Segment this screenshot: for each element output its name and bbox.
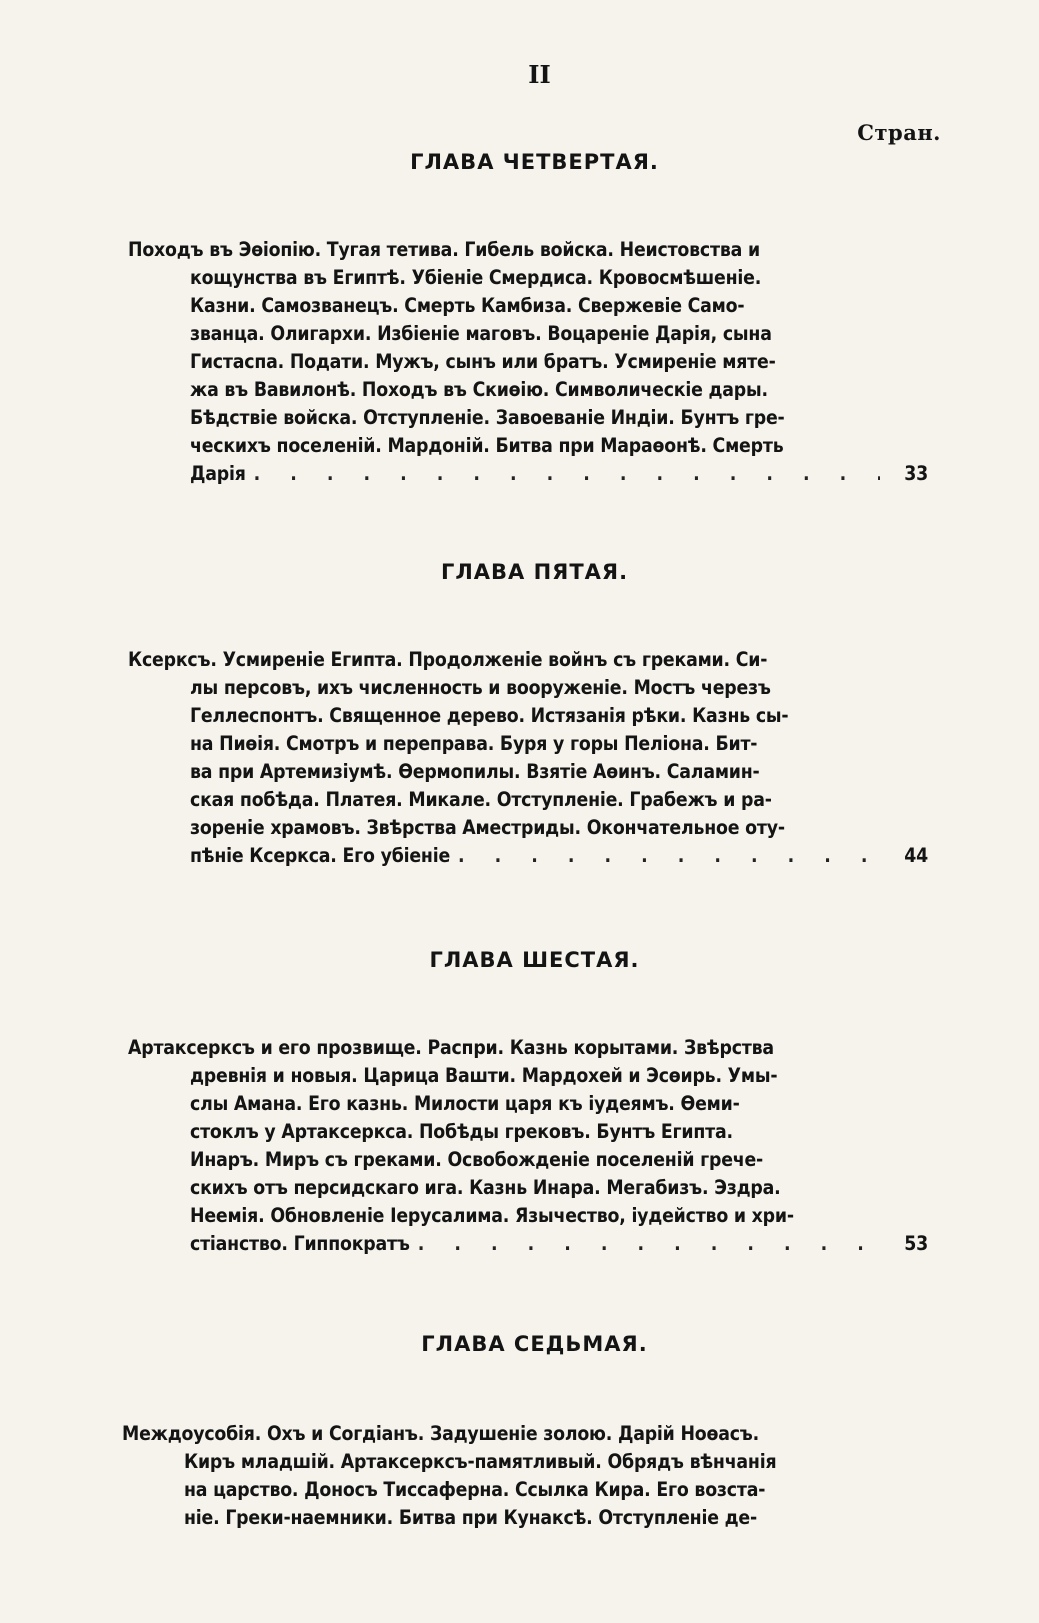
summary-last-line [128,1230,928,1258]
page-number: II [528,60,551,89]
summary-last-line [128,842,928,870]
summary-line: ніе. Греки-наемники. Битва при Кунаксѣ. Отступленіе де- [184,1506,757,1529]
summary-line: древнія и новыя. Царица Вашти. Мардохей и Эсѳирь. Умы- [190,1064,778,1087]
summary-line: лы персовъ, ихъ численность и вооруженіе. Мостъ черезъ [190,676,771,699]
summary-line: кощунства въ Египтѣ. Убіеніе Смердиса. Кровосмѣшеніе. [190,266,762,289]
summary-line: Артаксерксъ и его прозвище. Распри. Казнь корытами. Звѣрства [128,1036,774,1059]
chapter-title-5: ГЛАВА ПЯТАЯ. [440,560,629,584]
summary-line: Походъ въ Эѳіопію. Тугая тетива. Гибель войска. Неистовства и [128,238,760,261]
summary-line: на царство. Доносъ Тиссаферна. Ссылка Кира. Его возста- [184,1478,766,1501]
summary-line: Дарія [190,462,246,485]
page-column-label: Стран. [857,120,941,145]
chapter-6-summary [128,1034,928,1258]
page-reference: 33 [904,462,928,485]
summary-line: жа въ Вавилонѣ. Походъ въ Скиѳію. Символическіе дары. [190,378,768,401]
summary-line: на Пиѳія. Смотръ и переправа. Буря у горы Пеліона. Бит- [190,732,758,755]
summary-line: ческихъ поселеній. Мардоній. Битва при Мараѳонѣ. Смерть [190,434,784,457]
summary-line: пѣніе Ксеркса. Его убіеніе [190,844,451,867]
chapter-5-summary [128,646,928,870]
summary-line: скихъ отъ персидскаго ига. Казнь Инара. Мегабизъ. Эздра. [190,1176,781,1199]
summary-line: Неемія. Обновленіе Іерусалима. Язычество, іудейство и хри- [190,1204,794,1227]
summary-line: Гистаспа. Подати. Мужъ, сынъ или братъ. Усмиреніе мяте- [190,350,776,373]
chapter-title-6: ГЛАВА ШЕСТАЯ. [429,948,640,972]
summary-line: зореніе храмовъ. Звѣрства Аместриды. Окончательное оту- [190,816,785,839]
summary-line: Ксерксъ. Усмиреніе Египта. Продолженіе войнъ съ греками. Си- [128,648,768,671]
summary-line: ская побѣда. Платея. Микале. Отступленіе. Грабежъ и ра- [190,788,772,811]
chapter-4-summary [128,236,928,488]
chapter-7-summary [122,1420,922,1532]
summary-line: Бѣдствіе войска. Отступленіе. Завоеваніе Индіи. Бунтъ гре- [190,406,785,429]
chapter-title-4: ГЛАВА ЧЕТВЕРТАЯ. [410,150,659,174]
summary-last-line [128,460,928,488]
summary-line: Инаръ. Миръ съ греками. Освобожденіе поселеній грече- [190,1148,764,1171]
summary-line: стіанство. Гиппократъ [190,1232,410,1255]
summary-line: Казни. Самозванецъ. Смерть Камбиза. Свержевіе Само- [190,294,745,317]
chapter-title-7: ГЛАВА СЕДЬМАЯ. [421,1332,648,1356]
summary-line: слы Амана. Его казнь. Милости царя къ іудеямъ. Ѳеми- [190,1092,740,1115]
summary-line: Киръ младшій. Артаксерксъ-памятливый. Обрядъ вѣнчанія [184,1450,777,1473]
leader-dots [254,460,880,488]
summary-line: Геллеспонтъ. Священное дерево. Истязанія рѣки. Казнь сы- [190,704,789,727]
page-reference: 44 [904,844,928,867]
summary-line: стоклъ у Артаксеркса. Побѣды грековъ. Бунтъ Египта. [190,1120,733,1143]
page-reference: 53 [904,1232,928,1255]
summary-line: ва при Артемизіумѣ. Ѳермопилы. Взятіе Аѳинъ. Саламин- [190,760,760,783]
leader-dots [418,1230,880,1258]
summary-line: званца. Олигархи. Избіеніе маговъ. Воцареніе Дарія, сына [190,322,772,345]
summary-line: Междоусобія. Охъ и Согдіанъ. Задушеніе золою. Дарій Ноѳасъ. [122,1422,760,1445]
leader-dots [458,842,880,870]
